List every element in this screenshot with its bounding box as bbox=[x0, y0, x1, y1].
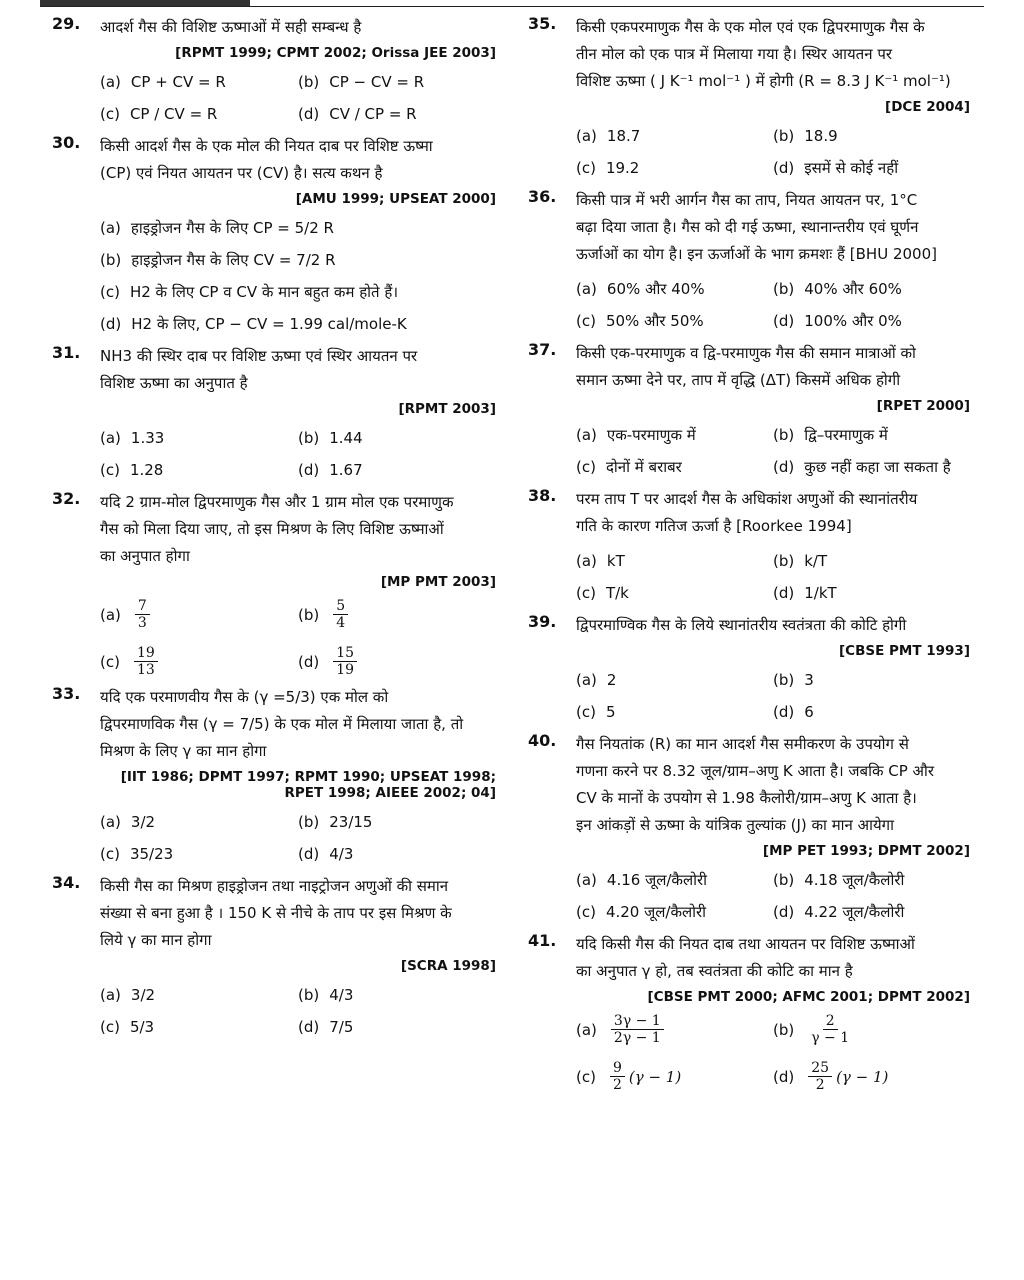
option-label: (a) bbox=[576, 1020, 597, 1039]
question-line: विशिष्ट ऊष्मा का अनुपात है bbox=[100, 374, 248, 392]
option-label: (a) bbox=[576, 552, 597, 570]
question-number: 35. bbox=[528, 14, 557, 33]
fraction bbox=[333, 598, 348, 631]
header-bar bbox=[40, 0, 250, 6]
option-value: CP / CV = R bbox=[129, 105, 218, 123]
question-line: किसी गैस का मिश्रण हाइड्रोजन तथा नाइट्रोजन अणुओं की समान bbox=[100, 877, 449, 895]
option-label: (a) bbox=[576, 426, 597, 444]
option-value: H2 के लिए, CP − CV = 1.99 cal/mole-K bbox=[131, 315, 407, 333]
question-line: का अनुपात होगा bbox=[100, 547, 190, 565]
option[interactable] bbox=[100, 809, 298, 835]
option[interactable] bbox=[100, 247, 496, 273]
option-label: (a) bbox=[576, 127, 597, 145]
options-grid bbox=[100, 215, 496, 337]
option-value: 4.16 जूल/कैलोरी bbox=[606, 871, 708, 889]
fraction-numerator: 25 bbox=[808, 1060, 832, 1077]
exam-source: [RPET 2000] bbox=[876, 398, 970, 414]
option[interactable] bbox=[100, 598, 298, 631]
question bbox=[528, 731, 970, 925]
options-grid bbox=[576, 548, 970, 606]
option-value: 4/3 bbox=[329, 845, 354, 863]
options-grid bbox=[100, 69, 496, 127]
option-value: 3/2 bbox=[130, 813, 156, 831]
question bbox=[52, 133, 496, 337]
question-line: किसी पात्र में भरी आर्गन गैस का ताप, नियत आयतन पर, 1°C bbox=[576, 191, 918, 209]
question bbox=[52, 343, 496, 483]
question-line: समान ऊष्मा देने पर, ताप में वृद्धि (ΔT) किसमें अधिक होगी bbox=[576, 371, 901, 389]
fraction-numerator: 9 bbox=[610, 1060, 625, 1077]
option[interactable] bbox=[576, 667, 773, 693]
question-line: गति के कारण गतिज ऊर्जा है [Roorkee 1994] bbox=[576, 517, 852, 535]
exam-source: [DCE 2004] bbox=[885, 99, 970, 115]
options-grid bbox=[576, 867, 970, 925]
fraction-denominator: 2 bbox=[815, 1077, 825, 1093]
option-fraction bbox=[804, 1060, 888, 1093]
option-label: (a) bbox=[100, 429, 121, 447]
fraction-numerator: 5 bbox=[333, 598, 348, 615]
option[interactable] bbox=[576, 308, 773, 334]
option-fraction bbox=[329, 598, 352, 631]
header-rule bbox=[40, 0, 984, 7]
option-value: 4.20 जूल/कैलोरी bbox=[605, 903, 707, 921]
option[interactable] bbox=[773, 155, 970, 181]
question-text bbox=[100, 684, 496, 765]
question bbox=[528, 187, 970, 334]
question bbox=[528, 340, 970, 480]
question-line: NH3 की स्थिर दाब पर विशिष्ट ऊष्मा एवं स्थिर आयतन पर bbox=[100, 347, 418, 365]
question-number: 29. bbox=[52, 14, 81, 33]
fraction-numerator: 19 bbox=[134, 645, 158, 662]
option[interactable] bbox=[576, 1060, 773, 1093]
question bbox=[528, 14, 970, 181]
option[interactable] bbox=[576, 699, 773, 725]
option-label: (b) bbox=[773, 127, 795, 145]
option[interactable] bbox=[773, 308, 970, 334]
exam-source: [CBSE PMT 2000; AFMC 2001; DPMT 2002] bbox=[647, 989, 970, 1005]
question-text bbox=[576, 187, 970, 268]
option-label: (d) bbox=[773, 584, 795, 602]
question-line: आदर्श गैस की विशिष्ट ऊष्माओं में सही सम्बन्ध है bbox=[100, 18, 362, 36]
option[interactable] bbox=[298, 101, 496, 127]
question bbox=[52, 684, 496, 867]
fraction-denominator: 19 bbox=[336, 662, 355, 678]
question bbox=[528, 931, 970, 1093]
question-text bbox=[576, 340, 970, 394]
option[interactable] bbox=[576, 454, 773, 480]
question-line: द्विपरमाणविक गैस (γ = 7/5) के एक मोल में मिलाया जाता है, तो bbox=[100, 715, 464, 733]
option-label: (a) bbox=[576, 671, 597, 689]
options-grid bbox=[576, 276, 970, 334]
option-label: (c) bbox=[100, 461, 120, 479]
question-line: तीन मोल को एक पात्र में मिलाया गया है। स्थिर आयतन पर bbox=[576, 45, 892, 63]
option-label: (c) bbox=[576, 584, 596, 602]
option-label: (b) bbox=[773, 552, 795, 570]
option-value: 23/15 bbox=[329, 813, 373, 831]
option[interactable] bbox=[576, 580, 773, 606]
option-label: (a) bbox=[576, 871, 597, 889]
question-number: 33. bbox=[52, 684, 81, 703]
question-line: मिश्रण के लिए γ का मान होगा bbox=[100, 742, 267, 760]
option[interactable] bbox=[773, 1060, 970, 1093]
option-label: (b) bbox=[773, 280, 795, 298]
option-fraction bbox=[804, 1013, 856, 1046]
question-number: 36. bbox=[528, 187, 557, 206]
question-number: 34. bbox=[52, 873, 81, 892]
question bbox=[52, 14, 496, 127]
question-line: यदि 2 ग्राम-मोल द्विपरमाणुक गैस और 1 ग्राम मोल एक परमाणुक bbox=[100, 493, 454, 511]
option-value: 1.44 bbox=[329, 429, 363, 447]
fraction-denominator: 2γ − 1 bbox=[613, 1030, 661, 1046]
option[interactable] bbox=[773, 580, 970, 606]
option-value: 7/5 bbox=[329, 1018, 354, 1036]
option-value: इसमें से कोई नहीं bbox=[804, 159, 899, 177]
question-line: विशिष्ट ऊष्मा ( J K⁻¹ mol⁻¹ ) में होगी (R = 8.3 J K⁻¹ mol⁻¹) bbox=[576, 72, 951, 90]
option[interactable] bbox=[773, 667, 970, 693]
option-label: (c) bbox=[576, 458, 596, 476]
option[interactable] bbox=[576, 155, 773, 181]
option-label: (a) bbox=[100, 73, 121, 91]
option-value: 6 bbox=[804, 703, 814, 721]
fraction-denominator: γ − 1 bbox=[811, 1030, 850, 1046]
option[interactable] bbox=[576, 422, 773, 448]
question-text bbox=[576, 486, 970, 540]
fraction bbox=[611, 1013, 664, 1046]
option[interactable] bbox=[773, 123, 970, 149]
option-label: (c) bbox=[100, 652, 120, 671]
option-label: (d) bbox=[773, 312, 795, 330]
fraction-numerator: 15 bbox=[333, 645, 357, 662]
exam-source: [MP PMT 2003] bbox=[380, 574, 496, 590]
option[interactable] bbox=[100, 1014, 298, 1040]
option-label: (c) bbox=[576, 703, 596, 721]
option-label: (b) bbox=[298, 73, 320, 91]
option-label: (d) bbox=[298, 845, 320, 863]
option-value: 4.18 जूल/कैलोरी bbox=[804, 871, 905, 889]
option-label: (c) bbox=[100, 105, 120, 123]
option[interactable] bbox=[773, 699, 970, 725]
option-label: (b) bbox=[298, 429, 320, 447]
option[interactable] bbox=[576, 899, 773, 925]
question-text bbox=[576, 731, 970, 839]
option-value: 1.33 bbox=[130, 429, 165, 447]
options-grid bbox=[100, 809, 496, 867]
option-value: 1.67 bbox=[329, 461, 363, 479]
option[interactable] bbox=[773, 867, 970, 893]
option-label: (b) bbox=[298, 986, 320, 1004]
option-value: CV / CP = R bbox=[329, 105, 417, 123]
question-text bbox=[100, 343, 496, 397]
option-value: 35/23 bbox=[129, 845, 174, 863]
option-fraction bbox=[329, 645, 361, 678]
option[interactable] bbox=[298, 809, 496, 835]
exam-source: [IIT 1986; DPMT 1997; RPMT 1990; UPSEAT 1998; RPET 1998; AIEEE 2002; 04] bbox=[120, 769, 496, 801]
options-grid bbox=[576, 422, 970, 480]
option[interactable] bbox=[576, 867, 773, 893]
fraction-numerator: 7 bbox=[135, 598, 150, 615]
option[interactable] bbox=[100, 101, 298, 127]
exam-source: [MP PET 1993; DPMT 2002] bbox=[762, 843, 970, 859]
option-label: (d) bbox=[298, 652, 320, 671]
question-text bbox=[576, 14, 970, 95]
question-line: द्विपरमाण्विक गैस के लिये स्थानांतरीय स्वतंत्रता की कोटि होगी bbox=[576, 616, 907, 634]
option-fraction bbox=[130, 645, 162, 678]
option[interactable] bbox=[298, 69, 496, 95]
question-number: 39. bbox=[528, 612, 557, 631]
option[interactable] bbox=[773, 454, 970, 480]
question-number: 38. bbox=[528, 486, 557, 505]
fraction-denominator: 3 bbox=[137, 615, 147, 631]
option[interactable] bbox=[576, 123, 773, 149]
option-label: (d) bbox=[773, 903, 795, 921]
option-label: (c) bbox=[100, 1018, 120, 1036]
option-value: 18.7 bbox=[606, 127, 641, 145]
option-value: CP − CV = R bbox=[329, 73, 425, 91]
option-label: (a) bbox=[100, 986, 121, 1004]
question-number: 41. bbox=[528, 931, 557, 950]
question-number: 40. bbox=[528, 731, 557, 750]
question-number: 31. bbox=[52, 343, 81, 362]
question-line: बढ़ा दिया जाता है। गैस को दी गई ऊष्मा, स्थानान्तरीय एवं घूर्णन bbox=[576, 218, 919, 236]
option-label: (a) bbox=[100, 605, 121, 624]
option-value: 1.28 bbox=[129, 461, 164, 479]
option-value: k/T bbox=[804, 552, 828, 570]
fraction bbox=[610, 1060, 625, 1093]
left-column bbox=[52, 14, 496, 1046]
options-grid bbox=[100, 982, 496, 1040]
option-label: (c) bbox=[576, 1067, 596, 1086]
option-label: (b) bbox=[100, 251, 122, 269]
option[interactable] bbox=[298, 645, 496, 678]
option[interactable] bbox=[298, 425, 496, 451]
question bbox=[528, 612, 970, 725]
question-line: CV के मानों के उपयोग से 1.98 कैलोरी/ग्राम–अणु K आता है। bbox=[576, 789, 917, 807]
fraction bbox=[134, 645, 158, 678]
exam-source: [AMU 1999; UPSEAT 2000] bbox=[295, 191, 496, 207]
question-line: इन आंकड़ों से ऊष्मा के यांत्रिक तुल्यांक (J) का मान आयेगा bbox=[576, 816, 895, 834]
option[interactable] bbox=[576, 276, 773, 302]
question-line: ऊर्जाओं का योग है। इन ऊर्जाओं के भाग क्रमशः हैं [BHU 2000] bbox=[576, 245, 937, 263]
option-label: (d) bbox=[298, 105, 320, 123]
fraction bbox=[808, 1013, 852, 1046]
question bbox=[528, 486, 970, 606]
question-text bbox=[576, 931, 970, 985]
option-label: (a) bbox=[576, 280, 597, 298]
options-grid bbox=[576, 667, 970, 725]
option-label: (b) bbox=[298, 813, 320, 831]
exam-source: [RPMT 2003] bbox=[398, 401, 496, 417]
option-fraction bbox=[606, 1060, 681, 1093]
question-text bbox=[100, 489, 496, 570]
fraction bbox=[333, 645, 357, 678]
options-grid bbox=[100, 425, 496, 483]
option-value: हाइड्रोजन गैस के लिए CP = 5/2 R bbox=[130, 219, 334, 237]
option-label: (b) bbox=[298, 605, 320, 624]
question-line: (CP) एवं नियत आयतन पर (CV) है। सत्य कथन है bbox=[100, 164, 383, 182]
option[interactable] bbox=[576, 1013, 773, 1046]
fraction-denominator: 4 bbox=[336, 615, 346, 631]
options-grid bbox=[576, 1013, 970, 1093]
option-label: (b) bbox=[773, 671, 795, 689]
question-text bbox=[100, 133, 496, 187]
option-value: हाइड्रोजन गैस के लिए CV = 7/2 R bbox=[131, 251, 336, 269]
option-label: (d) bbox=[298, 1018, 320, 1036]
option[interactable] bbox=[100, 841, 298, 867]
question-line: लिये γ का मान होगा bbox=[100, 931, 212, 949]
option-value: कुछ नहीं कहा जा सकता है bbox=[804, 458, 951, 476]
question-number: 37. bbox=[528, 340, 557, 359]
question-line: का अनुपात γ हो, तब स्वतंत्रता की कोटि का मान है bbox=[576, 962, 853, 980]
option-value: 3 bbox=[804, 671, 814, 689]
option[interactable] bbox=[773, 422, 970, 448]
question-text bbox=[100, 873, 496, 954]
question-line: परम ताप T पर आदर्श गैस के अधिकांश अणुओं की स्थानांतरीय bbox=[576, 490, 918, 508]
option-value: 40% और 60% bbox=[804, 280, 902, 298]
option-value: 100% और 0% bbox=[804, 312, 902, 330]
option[interactable] bbox=[773, 899, 970, 925]
option-label: (d) bbox=[773, 1067, 795, 1086]
option-label: (d) bbox=[773, 703, 795, 721]
question-line: गणना करने पर 8.32 जूल/ग्राम–अणु K आता है। जबकि CP और bbox=[576, 762, 935, 780]
question-text bbox=[576, 612, 970, 639]
option-value: 3/2 bbox=[130, 986, 156, 1004]
option-fraction bbox=[607, 1013, 668, 1046]
option-value: 19.2 bbox=[605, 159, 640, 177]
option[interactable] bbox=[773, 1013, 970, 1046]
option-fraction bbox=[131, 598, 154, 631]
option-label: (a) bbox=[100, 813, 121, 831]
option-value: kT bbox=[606, 552, 625, 570]
option-value: 4.22 जूल/कैलोरी bbox=[804, 903, 905, 921]
option[interactable] bbox=[298, 598, 496, 631]
option-value: 5 bbox=[605, 703, 616, 721]
exam-source: [RPMT 1999; CPMT 2002; Orissa JEE 2003] bbox=[175, 45, 496, 61]
option[interactable] bbox=[773, 276, 970, 302]
option[interactable] bbox=[100, 279, 496, 305]
question-number: 32. bbox=[52, 489, 81, 508]
option[interactable] bbox=[298, 457, 496, 483]
fraction-tail: (γ − 1) bbox=[836, 1067, 889, 1086]
fraction-denominator: 2 bbox=[612, 1077, 622, 1093]
option-label: (c) bbox=[576, 903, 596, 921]
option[interactable] bbox=[100, 425, 298, 451]
option-value: 50% और 50% bbox=[605, 312, 704, 330]
option[interactable] bbox=[100, 457, 298, 483]
option-label: (b) bbox=[773, 1020, 795, 1039]
option-value: 60% और 40% bbox=[606, 280, 705, 298]
question bbox=[52, 489, 496, 678]
option-label: (b) bbox=[773, 871, 795, 889]
option-value: 1/kT bbox=[804, 584, 837, 602]
option[interactable] bbox=[576, 548, 773, 574]
option-label: (d) bbox=[773, 458, 795, 476]
option-value: H2 के लिए CP व CV के मान बहुत कम होते हैं। bbox=[129, 283, 399, 301]
option[interactable] bbox=[298, 1014, 496, 1040]
fraction-denominator: 13 bbox=[136, 662, 155, 678]
question-line: किसी एकपरमाणुक गैस के एक मोल एवं एक द्विपरमाणुक गैस के bbox=[576, 18, 925, 36]
exam-source: [SCRA 1998] bbox=[400, 958, 496, 974]
question-number: 30. bbox=[52, 133, 81, 152]
option-value: 5/3 bbox=[129, 1018, 155, 1036]
fraction-tail: (γ − 1) bbox=[628, 1067, 682, 1086]
fraction-numerator: 2 bbox=[823, 1013, 838, 1030]
option-value: 18.9 bbox=[804, 127, 838, 145]
option-value: दोनों में बराबर bbox=[605, 458, 682, 476]
option-label: (d) bbox=[298, 461, 320, 479]
exam-source: [CBSE PMT 1993] bbox=[839, 643, 970, 659]
option-value: द्वि–परमाणुक में bbox=[804, 426, 888, 444]
option-value: 2 bbox=[606, 671, 617, 689]
option[interactable] bbox=[100, 215, 496, 241]
option[interactable] bbox=[100, 311, 496, 337]
option-label: (c) bbox=[576, 312, 596, 330]
option-label: (d) bbox=[100, 315, 122, 333]
question-line: संख्या से बना हुआ है । 150 K से नीचे के ताप पर इस मिश्रण के bbox=[100, 904, 452, 922]
right-column bbox=[528, 14, 970, 1099]
option[interactable] bbox=[100, 982, 298, 1008]
option[interactable] bbox=[298, 982, 496, 1008]
option[interactable] bbox=[100, 645, 298, 678]
question-text bbox=[100, 14, 496, 41]
option-value: T/k bbox=[605, 584, 629, 602]
option-label: (d) bbox=[773, 159, 795, 177]
question-line: यदि एक परमाणवीय गैस के (γ =5/3) एक मोल को bbox=[100, 688, 389, 706]
option-label: (a) bbox=[100, 219, 121, 237]
option-value: CP + CV = R bbox=[130, 73, 226, 91]
option-label: (b) bbox=[773, 426, 795, 444]
fraction-numerator: 3γ − 1 bbox=[611, 1013, 664, 1030]
option-label: (c) bbox=[100, 283, 120, 301]
fraction bbox=[808, 1060, 832, 1093]
question-line: यदि किसी गैस की नियत दाब तथा आयतन पर विशिष्ट ऊष्माओं bbox=[576, 935, 915, 953]
question-line: गैस नियतांक (R) का मान आदर्श गैस समीकरण के उपयोग से bbox=[576, 735, 909, 753]
fraction bbox=[135, 598, 150, 631]
option-label: (c) bbox=[576, 159, 596, 177]
question-line: गैस को मिला दिया जाए, तो इस मिश्रण के लिए विशिष्ट ऊष्माओं bbox=[100, 520, 444, 538]
question-line: किसी आदर्श गैस के एक मोल की नियत दाब पर विशिष्ट ऊष्मा bbox=[100, 137, 433, 155]
option-label: (c) bbox=[100, 845, 120, 863]
options-grid bbox=[100, 598, 496, 678]
options-grid bbox=[576, 123, 970, 181]
option-value: 4/3 bbox=[329, 986, 354, 1004]
question bbox=[52, 873, 496, 1040]
option[interactable] bbox=[100, 69, 298, 95]
option[interactable] bbox=[298, 841, 496, 867]
question-line: किसी एक-परमाणुक व द्वि-परमाणुक गैस की समान मात्राओं को bbox=[576, 344, 916, 362]
option-value: एक-परमाणुक में bbox=[606, 426, 696, 444]
option[interactable] bbox=[773, 548, 970, 574]
